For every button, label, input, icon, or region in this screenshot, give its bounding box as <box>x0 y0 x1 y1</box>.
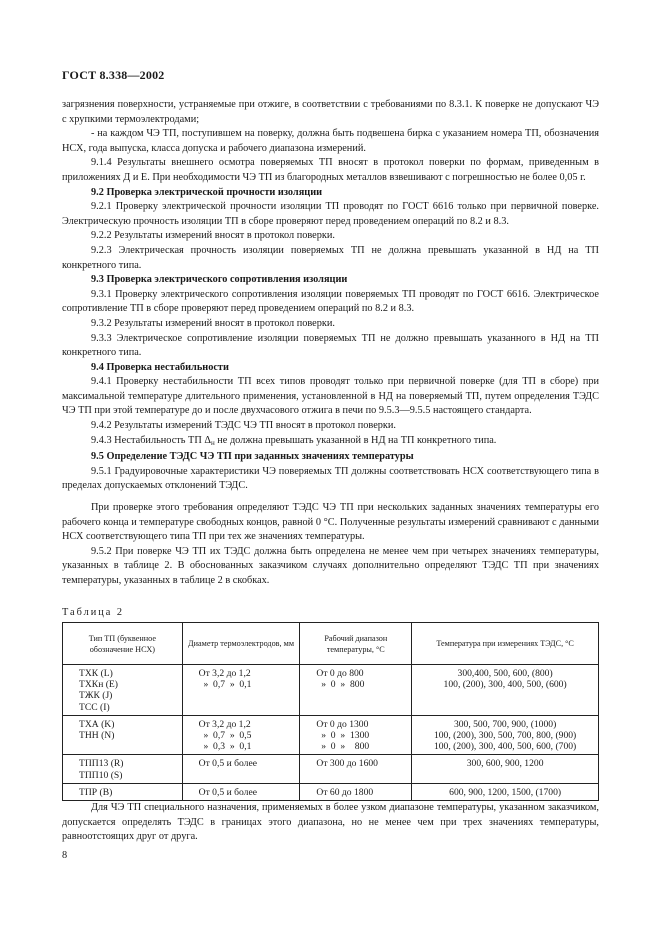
section-heading: 9.3 Проверка электрического сопротивления изоляции <box>91 274 348 286</box>
paragraph: 9.5.2 При поверке ЧЭ ТП их ТЭДС должна быть определена не менее чем при четырех значениях температуры, указанных в таблице 2. В обоснованных заказчиком случаях дополнительно определяют ТЭДС ТП при значениях температуры, указанных в таблице 2 в скобках. <box>62 545 599 586</box>
cell-line: ТНН (N) <box>79 730 115 742</box>
column-header-temperatures: Температура при измерениях ТЭДС, °С <box>412 623 599 665</box>
paragraph: 9.3.3 Электрическое сопротивление изоляции поверяемых ТП не должно превышать указанного в НД на ТП конкретного типа. <box>62 332 599 359</box>
paragraph: 9.5.1 Градуировочные характеристики ЧЭ поверяемых ТП должны соответствовать НСХ соответствующего типа в пределах допускаемых отклонений ТЭДС. <box>62 465 599 492</box>
table-row <box>63 665 599 716</box>
document-body <box>62 98 599 589</box>
column-header-diameter: Диаметр термоэлектродов, мм <box>182 623 300 665</box>
table-row <box>63 755 599 783</box>
cell-line: 300,400, 500, 600, (800) <box>457 668 553 679</box>
paragraph <box>62 434 599 451</box>
after-table-text <box>62 801 599 845</box>
table-cell-range <box>300 783 412 800</box>
cell-line: ТСС (I) <box>79 701 110 713</box>
cell-line: От 0 до 800 <box>316 668 364 679</box>
cell-line: ТЖК (J) <box>79 690 113 702</box>
cell-line: ТХА (K) <box>79 718 115 730</box>
paragraph: 9.2.2 Результаты измерений вносят в протокол поверки. <box>91 230 335 242</box>
table-caption: Таблица 2 <box>62 607 125 618</box>
cell-line: » 0 » 800 <box>316 679 365 691</box>
table-cell-type <box>63 715 183 755</box>
paragraph: Для ЧЭ ТП специального назначения, применяемых в более узком диапазоне температуры, указанном заказчиком, допускается определять ТЭДС в границах этого диапазона, но не менее чем при трех значениях температуры, равноотстоящих друг от друга. <box>62 802 599 843</box>
table-header-row <box>63 623 599 665</box>
table-cell-temps <box>412 755 599 783</box>
table-cell-type <box>63 783 183 800</box>
paragraph-text: 9.4.3 Нестабильность ТП Δ <box>91 434 211 446</box>
table-cell-diameter <box>182 783 300 800</box>
cell-line: От 60 до 1800 <box>316 786 374 798</box>
document-header: ГОСТ 8.338—2002 <box>62 68 165 82</box>
cell-line: От 300 до 1600 <box>316 758 378 770</box>
paragraph: При проверке этого требования определяют ТЭДС ЧЭ ТП при нескольких заданных значениях температуры его рабочего конца и температуре свободных концов, равной 0 °С. Полученные результаты измерений сравнивают с данными НСХ соответствующего типа ТП при тех же значениях температуры. <box>62 502 599 543</box>
cell-line: 300, 600, 900, 1200 <box>466 758 544 770</box>
section-heading: 9.4 Проверка нестабильности <box>91 361 229 373</box>
column-header-range: Рабочий диапазон температуры, °С <box>300 623 412 665</box>
cell-line: ТПР (B) <box>79 786 113 798</box>
cell-line: ТПП13 (R) <box>79 758 124 770</box>
table-cell-diameter <box>182 755 300 783</box>
table-cell-temps <box>412 715 599 755</box>
cell-line: 600, 900, 1200, 1500, (1700) <box>449 786 562 798</box>
cell-line: ТХК (L) <box>79 668 113 679</box>
cell-line: 300, 500, 700, 900, (1000) <box>453 718 557 730</box>
paragraph: 9.3.2 Результаты измерений вносят в протокол поверки. <box>91 317 335 329</box>
cell-line: 100, (200), 300, 400, 500, 600, (700) <box>433 741 577 753</box>
table-cell-range <box>300 755 412 783</box>
cell-line: ТПП10 (S) <box>79 769 123 781</box>
subscript: н <box>210 438 215 447</box>
cell-line: ТХКн (E) <box>79 679 118 691</box>
cell-line: » 0 » 800 <box>316 741 370 753</box>
cell-line: » 0,3 » 0,1 <box>198 741 252 753</box>
table-cell-diameter <box>182 665 300 716</box>
cell-line: От 0,5 и более <box>198 786 257 798</box>
paragraph: загрязнения поверхности, устраняемые при отжиге, в соответствии с требованиями по 8.3.1. К поверке не допускают ЧЭ с хрупкими термоэлектродами; <box>62 99 599 125</box>
table-cell-temps <box>412 665 599 716</box>
paragraph: 9.2.1 Проверку электрической прочности изоляции ТП проводят по ГОСТ 6616 только при первичной поверке. Электрическую прочность изоляции ТП в сборе проверяют перед проведением операций по 8.2 и 8.3. <box>62 201 599 227</box>
cell-line: 100, (200), 300, 500, 700, 800, (900) <box>433 730 577 742</box>
cell-line: От 0,5 и более <box>198 758 257 770</box>
paragraph: 9.4.2 Результаты измерений ТЭДС ЧЭ ТП вносят в протокол поверки. <box>91 420 397 432</box>
paragraph: - на каждом ЧЭ ТП, поступившем на поверку, должна быть подвешена бирка с указанием номера ТП, обозначения НСХ, года выпуска, класса допуска и рабочего диапазона измерений. <box>62 128 599 154</box>
table-row <box>63 783 599 800</box>
paragraph: 9.1.4 Результаты внешнего осмотра поверяемых ТП вносят в протокол поверки по формам, приведенным в приложениях Д и Е. При необходимости ЧЭ ТП из благородных металлов взвешивают с погрешностью не более 0,05 г. <box>62 157 599 183</box>
section-heading: 9.2 Проверка электрической прочности изоляции <box>91 186 323 198</box>
table-cell-range <box>300 665 412 716</box>
paragraph: 9.4.1 Проверку нестабильности ТП всех типов проводят только при первичной поверке (для ТП в сборе) при максимальной температуре длительного применения, установленной в НД на поверяемый ТП, путем определения ТЭДС ЧЭ ТП при этой температуре до и после двухчасового отжига в печи по 9.5.3—9.5.5 настоящего стандарта. <box>62 376 599 417</box>
column-header-type: Тип ТП (буквенное обозначение НСХ) <box>63 623 183 665</box>
paragraph: 9.2.3 Электрическая прочность изоляции поверяемых ТП не должна превышать указанной в НД на ТП конкретного типа. <box>62 244 599 271</box>
table-row <box>63 715 599 755</box>
paragraph: 9.3.1 Проверку электрического сопротивления изоляции поверяемых ТП проводят по ГОСТ 6616. Электрическое сопротивление ТП в сборе проверяют перед проведением операций по 8.2 и 8.3. <box>62 288 599 315</box>
cell-line: От 3,2 до 1,2 <box>198 718 251 730</box>
table-cell-type <box>63 665 183 716</box>
table-cell-range <box>300 715 412 755</box>
cell-line: От 3,2 до 1,2 <box>198 668 251 679</box>
table-2 <box>62 622 599 801</box>
cell-line: » 0 » 1300 <box>316 730 370 742</box>
table-cell-diameter <box>182 715 300 755</box>
cell-line: » 0,7 » 0,5 <box>198 730 252 742</box>
cell-line: » 0,7 » 0,1 <box>198 679 252 691</box>
section-heading: 9.5 Определение ТЭДС ЧЭ ТП при заданных значениях температуры <box>91 451 414 463</box>
cell-line: От 0 до 1300 <box>316 718 369 730</box>
page-number: 8 <box>62 850 68 861</box>
cell-line: 100, (200), 300, 400, 500, (600) <box>443 679 567 691</box>
table-cell-type <box>63 755 183 783</box>
paragraph-text: не должна превышать указанной в НД на ТП конкретного типа. <box>214 434 497 446</box>
table-cell-temps <box>412 783 599 800</box>
